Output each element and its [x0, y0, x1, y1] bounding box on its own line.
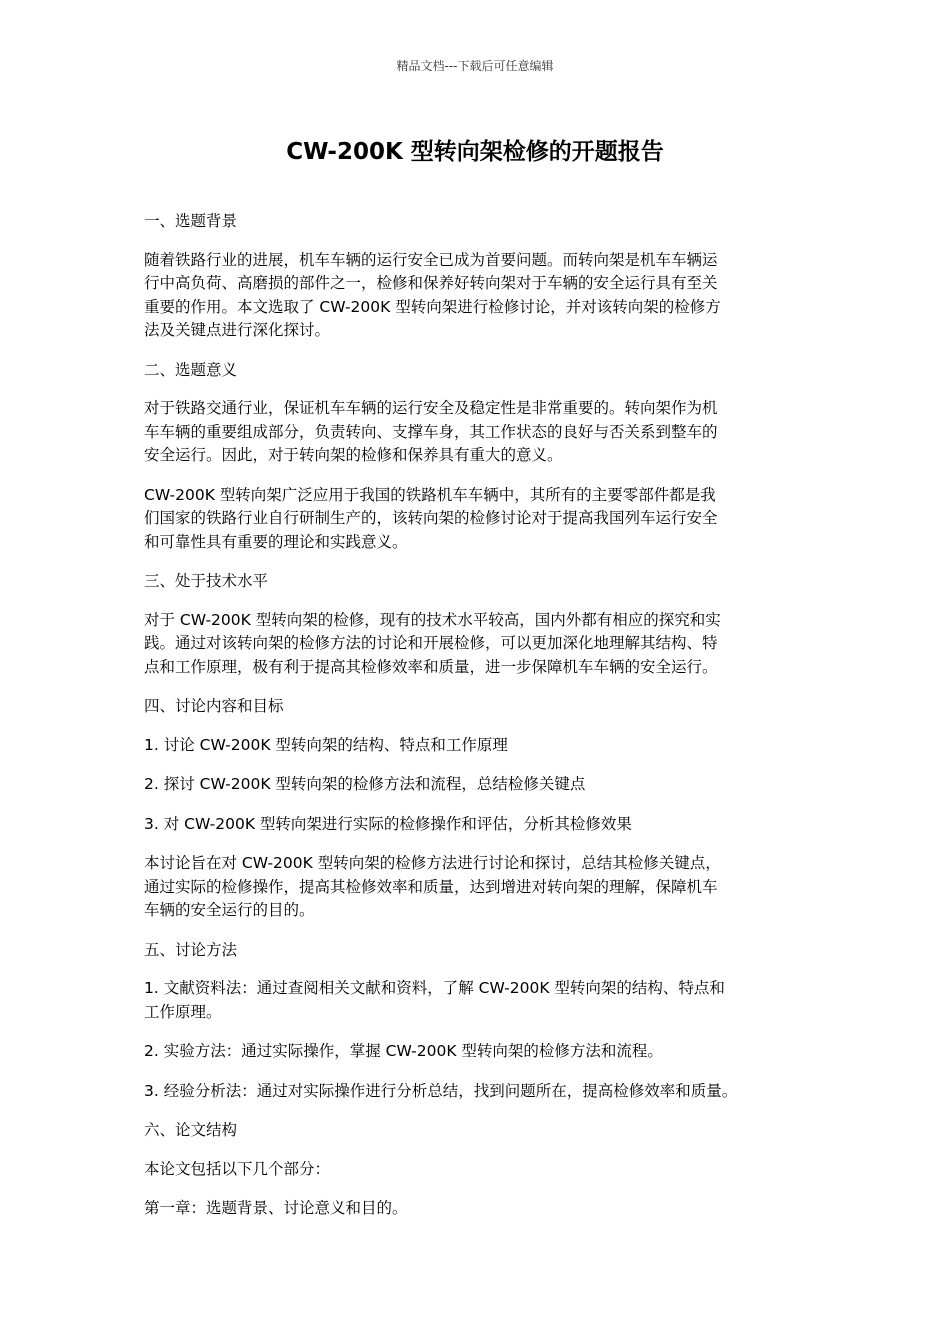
text-line: 五、讨论方法 [144, 940, 238, 959]
text-line: 3. 经验分析法：通过对实际操作进行分析总结，找到问题所在，提高检修效率和质量。 [144, 1081, 738, 1100]
text-line: 对于 CW-200K 型转向架的检修，现有的技术水平较高，国内外都有相应的探究和实 [144, 610, 721, 629]
text-line: 1. 讨论 CW-200K 型转向架的结构、特点和工作原理 [144, 735, 508, 754]
text-line: 安全运行。因此，对于转向架的检修和保养具有重大的意义。 [144, 446, 563, 464]
text-line: 一、选题背景 [144, 212, 238, 230]
text-line: 通过实际的检修操作，提高其检修效率和质量，达到增进对转向架的理解，保障机车 [144, 877, 718, 896]
text-line: 随着铁路行业的进展，机车车辆的运行安全已成为首要问题。而转向架是机车车辆运 [144, 250, 718, 269]
text-line: 四、讨论内容和目标 [144, 697, 284, 715]
text-line: 第一章：选题背景、讨论意义和目的。 [144, 1199, 408, 1217]
text-line: 工作原理。 [144, 1002, 222, 1021]
text-line: 1. 文献资料法：通过查阅相关文献和资料，了解 CW-200K 型转向架的结构、特点和 [144, 979, 725, 997]
paragraph [144, 852, 814, 923]
paragraph [144, 1158, 814, 1182]
list-item [144, 734, 814, 758]
text-line: 点和工作原理，极有利于提高其检修效率和质量，进一步保障机车车辆的安全运行。 [144, 657, 718, 676]
document-title: CW-200K 型转向架检修的开题报告 [286, 139, 664, 165]
text-line: 本论文包括以下几个部分： [144, 1159, 331, 1178]
text-line: 六、论文结构 [144, 1121, 238, 1139]
section-heading [144, 695, 814, 719]
text-line: 三、处于技术水平 [144, 572, 269, 590]
section-heading [144, 210, 814, 234]
text-line: 车辆的安全运行的目的。 [144, 901, 315, 919]
text-line: 本讨论旨在对 CW-200K 型转向架的检修方法进行讨论和探讨，总结其检修关键点， [144, 854, 721, 872]
paragraph [144, 484, 814, 555]
text-line: 车车辆的重要组成部分，负责转向、支撑车身，其工作状态的良好与否关系到整车的 [144, 422, 718, 441]
paragraph [144, 249, 814, 343]
text-line: 践。通过对该转向架的检修方法的讨论和开展检修，可以更加深化地理解其结构、特 [144, 634, 718, 652]
list-item [144, 1080, 814, 1104]
paragraph [144, 397, 814, 468]
paragraph [144, 609, 814, 680]
section-heading [144, 359, 814, 383]
text-line: 3. 对 CW-200K 型转向架进行实际的检修操作和评估，分析其检修效果 [144, 814, 632, 833]
header-note: 精品文档---下载后可任意编辑 [396, 59, 554, 73]
text-line: 2. 探讨 CW-200K 型转向架的检修方法和流程，总结检修关键点 [144, 775, 586, 793]
text-line: 二、选题意义 [144, 360, 238, 379]
text-line: 行中高负荷、高磨损的部件之一，检修和保养好转向架对于车辆的安全运行具有至关 [144, 274, 718, 292]
paragraph [144, 1197, 814, 1221]
list-item [144, 813, 814, 837]
document-body [144, 210, 814, 1237]
text-line: 和可靠性具有重要的理论和实践意义。 [144, 532, 408, 551]
text-line: 重要的作用。本文选取了 CW-200K 型转向架进行检修讨论，并对该转向架的检修方 [144, 297, 721, 316]
text-line: CW-200K 型转向架广泛应用于我国的铁路机车车辆中，其所有的主要零部件都是我 [144, 485, 716, 504]
list-item [144, 977, 814, 1024]
list-item [144, 773, 814, 797]
section-heading [144, 939, 814, 963]
text-line: 2. 实验方法：通过实际操作，掌握 CW-200K 型转向架的检修方法和流程。 [144, 1042, 663, 1060]
section-heading [144, 1119, 814, 1143]
text-line: 对于铁路交通行业，保证机车车辆的运行安全及稳定性是非常重要的。转向架作为机 [144, 399, 718, 417]
text-line: 们国家的铁路行业自行研制生产的，该转向架的检修讨论对于提高我国列车运行安全 [144, 509, 718, 527]
section-heading [144, 570, 814, 594]
text-line: 法及关键点进行深化探讨。 [144, 321, 331, 339]
list-item [144, 1040, 814, 1064]
